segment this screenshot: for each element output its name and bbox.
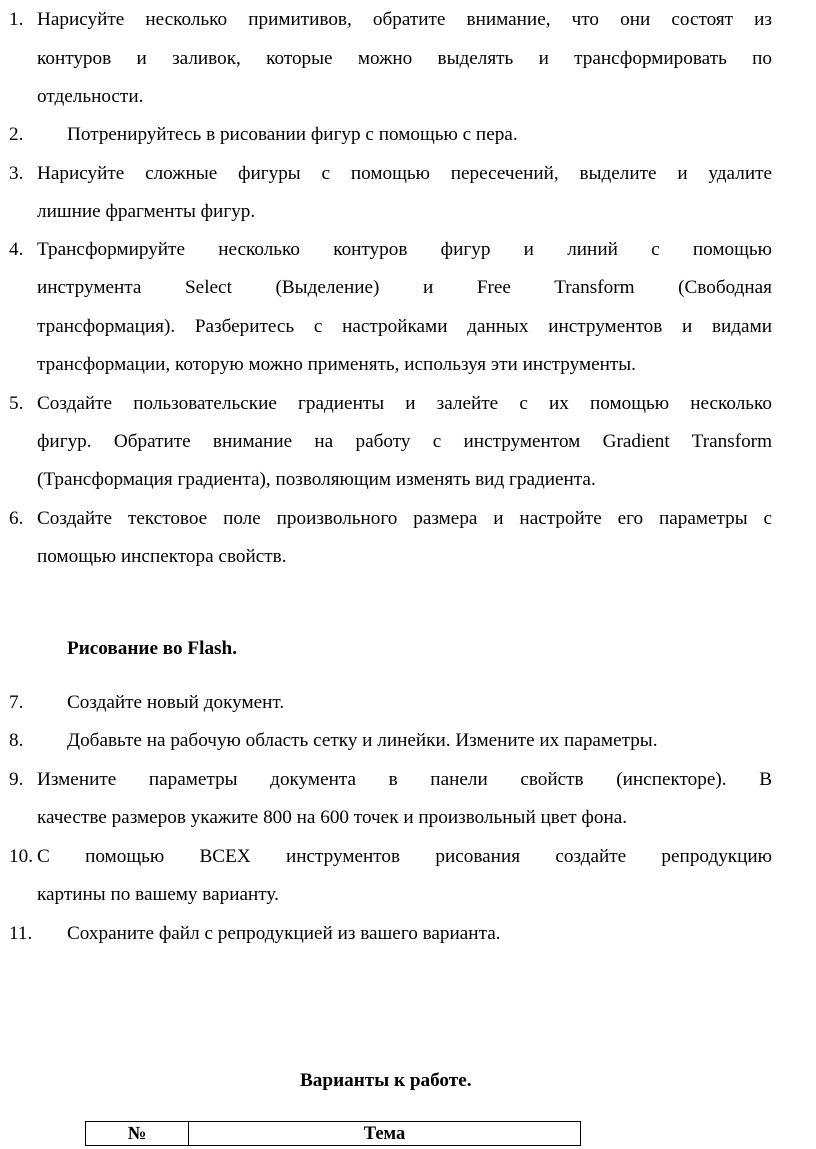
item-number: 7. [9,692,24,713]
item-text-line: трансформация). Разберитесь с настройками данных инструментов и видами [37,316,772,337]
variants-table [85,1121,581,1146]
section-heading: Рисование во Flash. [67,638,237,659]
item-text-line: Трансформируйте несколько контуров фигур и линий с помощью [37,239,772,260]
item-text-line: Сохраните файл с репродукцией из вашего варианта. [67,923,501,944]
item-number: 1. [9,9,24,30]
item-number: 11. [9,923,33,944]
item-text-line: Потренируйтесь в рисовании фигур с помощью с пера. [67,124,518,145]
item-text-line: Создайте новый документ. [67,692,285,713]
item-number: 2. [9,124,24,145]
item-number: 8. [9,730,24,751]
table-header-topic: Тема [189,1122,581,1146]
item-text-line: Создайте текстовое поле произвольного размера и настройте его параметры с [37,508,772,529]
table-header-row [86,1122,581,1146]
item-number: 9. [9,769,24,790]
item-text-line: Добавьте на рабочую область сетку и линейки. Измените их параметры. [67,730,658,751]
item-text-line: лишние фрагменты фигур. [37,201,256,222]
item-number: 10. [9,846,33,867]
item-text-line: Создайте пользовательские градиенты и залейте с их помощью несколько [37,393,772,414]
item-text-line: картины по вашему варианту. [37,884,279,905]
item-number: 5. [9,393,24,414]
item-text-line: отдельности. [37,86,144,107]
item-text-line: инструмента Select (Выделение) и Free Transform (Свободная [37,277,772,298]
item-text-line: Нарисуйте сложные фигуры с помощью пересечений, выделите и удалите [37,163,772,184]
item-text-line: С помощью ВСЕХ инструментов рисования создайте репродукцию [37,846,772,867]
item-text-line: трансформации, которую можно применять, используя эти инструменты. [37,354,636,375]
item-number: 3. [9,163,24,184]
item-text-line: Нарисуйте несколько примитивов, обратите внимание, что они состоят из [37,9,772,30]
item-text-line: качестве размеров укажите 800 на 600 точек и произвольный цвет фона. [37,807,628,828]
item-text-line: контуров и заливок, которые можно выделять и трансформировать по [37,48,772,69]
item-number: 4. [9,239,24,260]
variants-heading: Варианты к работе. [300,1070,472,1091]
item-text-line: фигур. Обратите внимание на работу с инструментом Gradient Transform [37,431,772,452]
item-text-line: (Трансформация градиента), позволяющим изменять вид градиента. [37,469,596,490]
table-header-number: № [86,1122,189,1146]
item-number: 6. [9,508,24,529]
item-text-line: помощью инспектора свойств. [37,546,287,567]
item-text-line: Измените параметры документа в панели свойств (инспекторе). В [37,769,772,790]
